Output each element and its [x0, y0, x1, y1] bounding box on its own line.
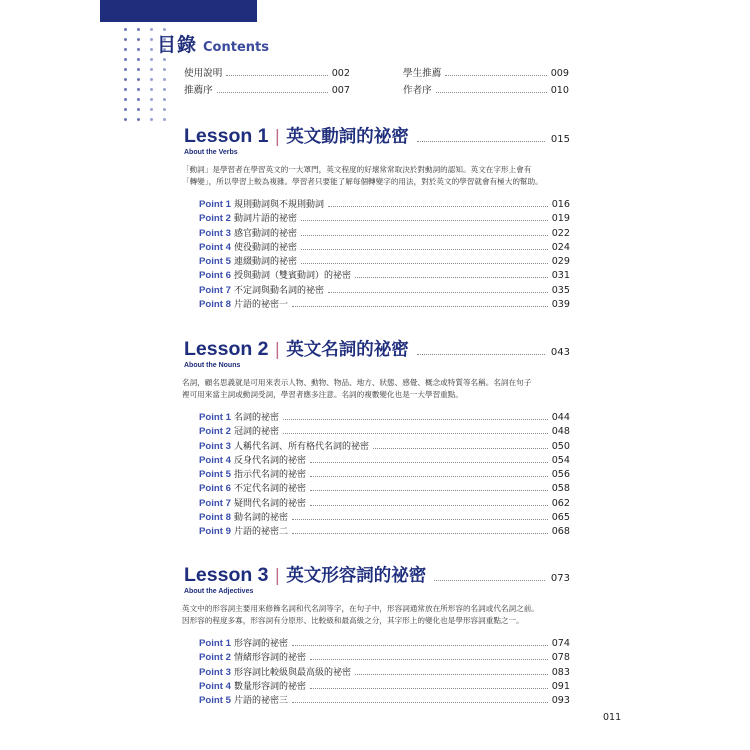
- point-entry[interactable]: [199, 269, 570, 283]
- point-entry[interactable]: [199, 411, 570, 425]
- point-label: Point 5: [199, 256, 231, 268]
- lesson-heading[interactable]: [184, 123, 570, 149]
- lesson-subtitle: About the Verbs: [184, 149, 238, 156]
- point-entry[interactable]: [199, 241, 570, 255]
- point-title: 反身代名詞的祕密: [233, 455, 306, 466]
- dot-leader: [283, 419, 548, 420]
- point-page: 050: [551, 440, 570, 452]
- point-label: Point 2: [199, 213, 231, 225]
- front-entry[interactable]: [403, 84, 569, 98]
- intro-line: 「動詞」是學習者在學習英文的一大罩門，英文程度的好壞常常取決於對動詞的認知。英文在字形上會有: [182, 165, 532, 174]
- lesson-heading[interactable]: [184, 336, 570, 362]
- point-title: 動詞片語的祕密: [233, 214, 297, 225]
- point-title: 授與動詞（雙賓動詞）的祕密: [233, 271, 351, 282]
- point-page: 065: [551, 512, 570, 524]
- point-label: Point 2: [199, 426, 231, 438]
- front-entry-title: 學生推薦: [403, 68, 442, 79]
- point-entry[interactable]: [199, 666, 570, 680]
- dot-leader: [310, 505, 548, 506]
- point-title: 片語的祕密一: [233, 300, 288, 311]
- point-entry[interactable]: [199, 440, 570, 454]
- point-page: 035: [551, 284, 570, 296]
- point-label: Point 4: [199, 241, 231, 253]
- dot-leader: [226, 75, 327, 76]
- point-page: 056: [551, 469, 570, 481]
- front-entry-page: 010: [550, 85, 569, 96]
- dot-leader: [301, 249, 548, 250]
- lesson-page: 043: [550, 347, 570, 358]
- separator-bar: |: [274, 127, 281, 147]
- corner-bar: [100, 0, 257, 22]
- intro-line: 裡可用來當主詞或動詞受詞，學習者應多注意。名詞的複數變化也是一大學習重點。: [182, 390, 463, 399]
- lesson-number: Lesson 2: [184, 338, 269, 360]
- point-entry[interactable]: [199, 425, 570, 439]
- point-label: Point 8: [199, 512, 231, 524]
- point-label: Point 3: [199, 666, 231, 678]
- point-title: 規則動詞與不規則動詞: [233, 200, 324, 210]
- point-page: 093: [551, 695, 570, 707]
- point-title: 冠詞的祕密: [233, 427, 279, 438]
- point-title: 連綴動詞的祕密: [233, 257, 297, 268]
- page-number: 011: [603, 712, 622, 723]
- lesson-intro: [182, 164, 570, 188]
- point-entry[interactable]: [199, 468, 570, 482]
- point-page: 091: [551, 680, 570, 692]
- intro-line: 「轉變」，所以學習上較為複雜。學習者只要能了解每個轉變字的用法，對於英文的學習就會有極大的幫助。: [182, 177, 543, 186]
- point-title: 不定代名詞的祕密: [233, 484, 306, 495]
- front-entry[interactable]: [184, 84, 350, 98]
- front-entry-page: 007: [331, 85, 350, 96]
- lesson-2-section: [184, 336, 570, 540]
- toc-title-en: Contents: [203, 40, 269, 55]
- lesson-title: 英文名詞的祕密: [286, 340, 409, 360]
- dot-leader: [436, 92, 547, 93]
- dot-leader: [434, 580, 545, 581]
- point-title: 形容詞比較級與最高級的祕密: [233, 667, 351, 678]
- front-entry[interactable]: [403, 67, 569, 81]
- lesson-intro: [182, 377, 570, 401]
- lesson-1-section: [184, 123, 570, 312]
- point-entry[interactable]: [199, 694, 570, 708]
- point-page: 048: [551, 426, 570, 438]
- point-label: Point 5: [199, 469, 231, 481]
- dot-leader: [310, 659, 548, 660]
- front-matter-left: [184, 67, 350, 101]
- point-page: 062: [551, 497, 570, 509]
- separator-bar: |: [274, 340, 281, 360]
- dot-leader: [310, 462, 548, 463]
- dot-leader: [292, 533, 548, 534]
- point-page: 068: [551, 526, 570, 538]
- dot-leader: [301, 263, 548, 264]
- point-page: 044: [551, 412, 570, 423]
- point-page: 016: [551, 199, 570, 210]
- point-title: 片語的祕密三: [233, 696, 288, 707]
- point-entry[interactable]: [199, 227, 570, 241]
- dot-leader: [217, 92, 328, 93]
- point-page: 029: [551, 256, 570, 268]
- point-label: Point 4: [199, 680, 231, 692]
- point-label: Point 7: [199, 284, 231, 296]
- point-title: 片語的祕密二: [233, 527, 288, 538]
- lesson-page: 073: [550, 573, 570, 584]
- point-label: Point 1: [199, 638, 231, 649]
- point-label: Point 6: [199, 270, 231, 282]
- point-label: Point 1: [199, 412, 231, 423]
- lesson-number: Lesson 1: [184, 125, 269, 147]
- lesson-intro: [182, 603, 570, 627]
- dot-leader: [310, 490, 548, 491]
- point-entry[interactable]: [199, 525, 570, 539]
- front-entry-title: 作者序: [403, 85, 432, 96]
- front-entry-page: 002: [331, 68, 350, 79]
- dot-leader: [417, 141, 545, 142]
- intro-line: 因形容的程度多寡，形容詞有分原形、比較級和最高級之分，其字形上的變化也是學形容詞重點之一。: [182, 616, 524, 625]
- point-list: [199, 198, 570, 312]
- point-label: Point 1: [199, 199, 231, 210]
- point-entry[interactable]: [199, 511, 570, 525]
- point-page: 083: [551, 666, 570, 678]
- point-entry[interactable]: [199, 680, 570, 694]
- point-entry[interactable]: [199, 298, 570, 312]
- dot-leader: [292, 306, 548, 307]
- point-list: [199, 637, 570, 708]
- point-page: 022: [551, 227, 570, 239]
- front-matter-right: [403, 67, 569, 101]
- dot-leader: [355, 277, 548, 278]
- point-page: 024: [551, 241, 570, 253]
- lesson-page: 015: [550, 134, 570, 145]
- point-entry[interactable]: [199, 284, 570, 298]
- point-title: 不定詞與動名詞的祕密: [233, 285, 324, 296]
- point-title: 動名詞的祕密: [233, 513, 288, 524]
- point-title: 形容詞的祕密: [233, 639, 288, 649]
- toc-title-zh: 目錄: [157, 34, 198, 56]
- dot-leader: [292, 702, 548, 703]
- point-title: 使役動詞的祕密: [233, 242, 297, 253]
- point-entry[interactable]: [199, 454, 570, 468]
- point-label: Point 5: [199, 695, 231, 707]
- dot-leader: [310, 688, 548, 689]
- point-label: Point 3: [199, 227, 231, 239]
- point-page: 058: [551, 483, 570, 495]
- dot-leader: [283, 433, 548, 434]
- point-label: Point 8: [199, 299, 231, 311]
- intro-line: 英文中的形容詞主要用來修飾名詞和代名詞等字，在句子中，形容詞通常放在所形容的名詞或代名詞之前。: [182, 604, 539, 613]
- point-list: [199, 411, 570, 540]
- point-label: Point 4: [199, 454, 231, 466]
- point-entry[interactable]: [199, 482, 570, 496]
- front-entry-title: 使用說明: [184, 68, 223, 79]
- point-entry[interactable]: [199, 637, 570, 651]
- point-label: Point 6: [199, 483, 231, 495]
- lesson-3-section: [184, 562, 570, 708]
- point-entry[interactable]: [199, 255, 570, 269]
- dot-leader: [301, 220, 548, 221]
- point-page: 019: [551, 213, 570, 225]
- point-title: 疑問代名詞的祕密: [233, 498, 306, 509]
- point-entry[interactable]: [199, 198, 570, 212]
- point-entry[interactable]: [199, 497, 570, 511]
- point-page: 054: [551, 454, 570, 466]
- front-entry[interactable]: [184, 67, 350, 81]
- dot-leader: [301, 235, 548, 236]
- point-label: Point 2: [199, 652, 231, 664]
- dot-leader: [373, 448, 548, 449]
- toc-title: [157, 30, 269, 57]
- lesson-subtitle: About the Nouns: [184, 362, 241, 369]
- lesson-title: 英文動詞的祕密: [286, 127, 409, 147]
- point-title: 感官動詞的祕密: [233, 228, 297, 239]
- point-title: 指示代名詞的祕密: [233, 470, 306, 481]
- lesson-number: Lesson 3: [184, 564, 269, 586]
- lesson-heading[interactable]: [184, 562, 570, 588]
- point-entry[interactable]: [199, 651, 570, 665]
- point-title: 數量形容詞的祕密: [233, 681, 306, 692]
- point-label: Point 9: [199, 526, 231, 538]
- dot-leader: [328, 206, 548, 207]
- lesson-subtitle: About the Adjectives: [184, 588, 254, 595]
- point-title: 情緒形容詞的祕密: [233, 653, 306, 664]
- point-entry[interactable]: [199, 212, 570, 226]
- point-page: 078: [551, 652, 570, 664]
- point-page: 074: [551, 638, 570, 649]
- point-label: Point 3: [199, 440, 231, 452]
- point-page: 031: [551, 270, 570, 282]
- separator-bar: |: [274, 566, 281, 586]
- dot-leader: [292, 519, 548, 520]
- front-entry-page: 009: [550, 68, 569, 79]
- dot-leader: [310, 476, 548, 477]
- point-page: 039: [551, 299, 570, 311]
- front-entry-title: 推薦序: [184, 85, 213, 96]
- dot-leader: [445, 75, 546, 76]
- dot-leader: [328, 292, 548, 293]
- point-label: Point 7: [199, 497, 231, 509]
- dot-leader: [292, 645, 548, 646]
- dot-leader: [355, 674, 548, 675]
- intro-line: 名詞，顧名思義就是可用來表示人物、動物、物品、地方、狀態、感覺、概念或特質等名稱。名詞在句子: [182, 378, 532, 387]
- point-title: 人稱代名詞、所有格代名詞的祕密: [233, 441, 369, 452]
- lesson-title: 英文形容詞的祕密: [286, 566, 427, 586]
- point-title: 名詞的祕密: [233, 413, 279, 423]
- dot-leader: [417, 354, 545, 355]
